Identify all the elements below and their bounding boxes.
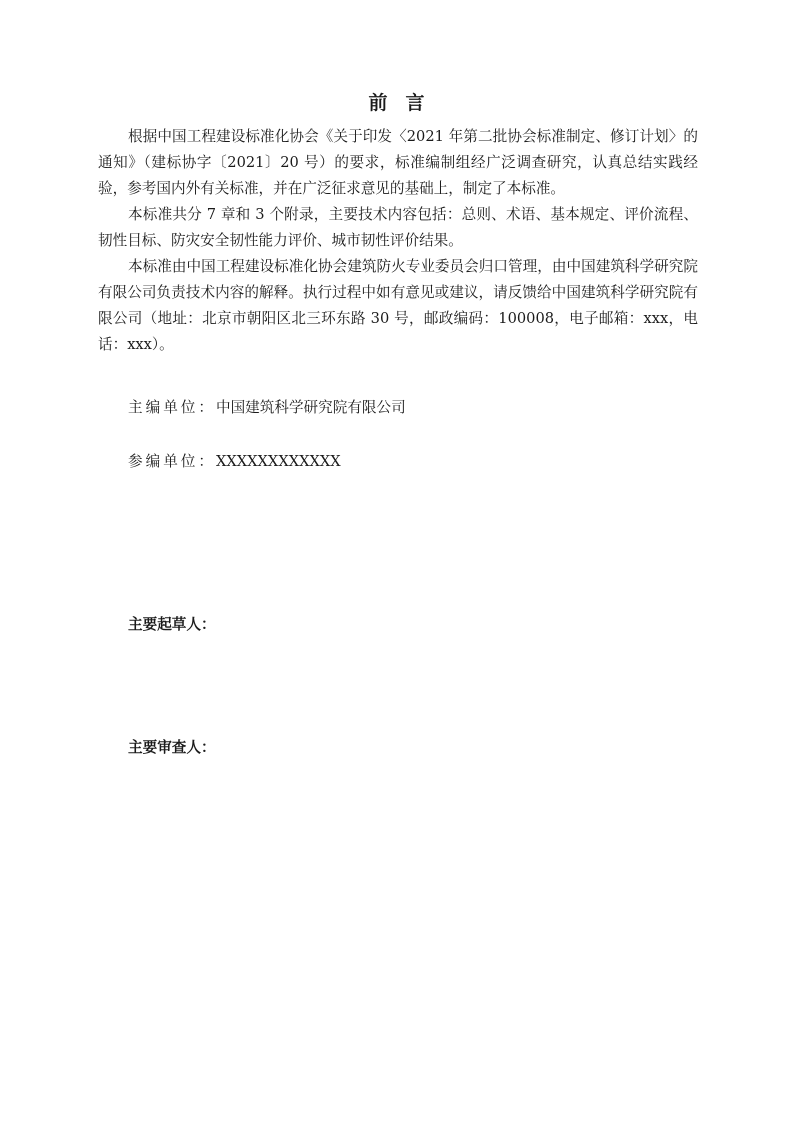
paragraph-background: 根据中国工程建设标准化协会《关于印发〈2021 年第二批协会标准制定、修订计划〉的通知》（建标协字〔2021〕20 号）的要求，标准编制组经广泛调查研究，认真总结实践经验，参考国内外有关标准，并在广泛征求意见的基础上，制定了本标准。 [98,128,698,197]
paragraph-contents: 本标准共分 7 章和 3 个附录，主要技术内容包括：总则、术语、基本规定、评价流程、韧性目标、防灾安全韧性能力评价、城市韧性评价结果。 [98,206,698,249]
preface-body [98,124,698,358]
participating-unit-value: XXXXXXXXXXXX [215,453,341,470]
participating-unit-line [128,449,341,475]
main-reviewers-heading: 主要审查人： [128,739,216,756]
primary-unit-value: 中国建筑科学研究院有限公司 [215,399,406,416]
paragraph-management: 本标准由中国工程建设标准化协会建筑防火专业委员会归口管理，由中国建筑科学研究院有限公司负责技术内容的解释。执行过程中如有意见或建议，请反馈给中国建筑科学研究院有限公司（地址：北京市朝阳区北三环东路 30 号，邮政编码：100008，电子邮箱：xxx，电话：xxx）。 [98,258,698,353]
page-title: 前言 [368,92,443,114]
primary-unit-line [128,395,406,421]
primary-unit-label: 主编单位： [128,399,216,416]
participating-unit-label: 参编单位： [128,453,216,470]
main-drafters-heading: 主要起草人： [128,616,216,633]
